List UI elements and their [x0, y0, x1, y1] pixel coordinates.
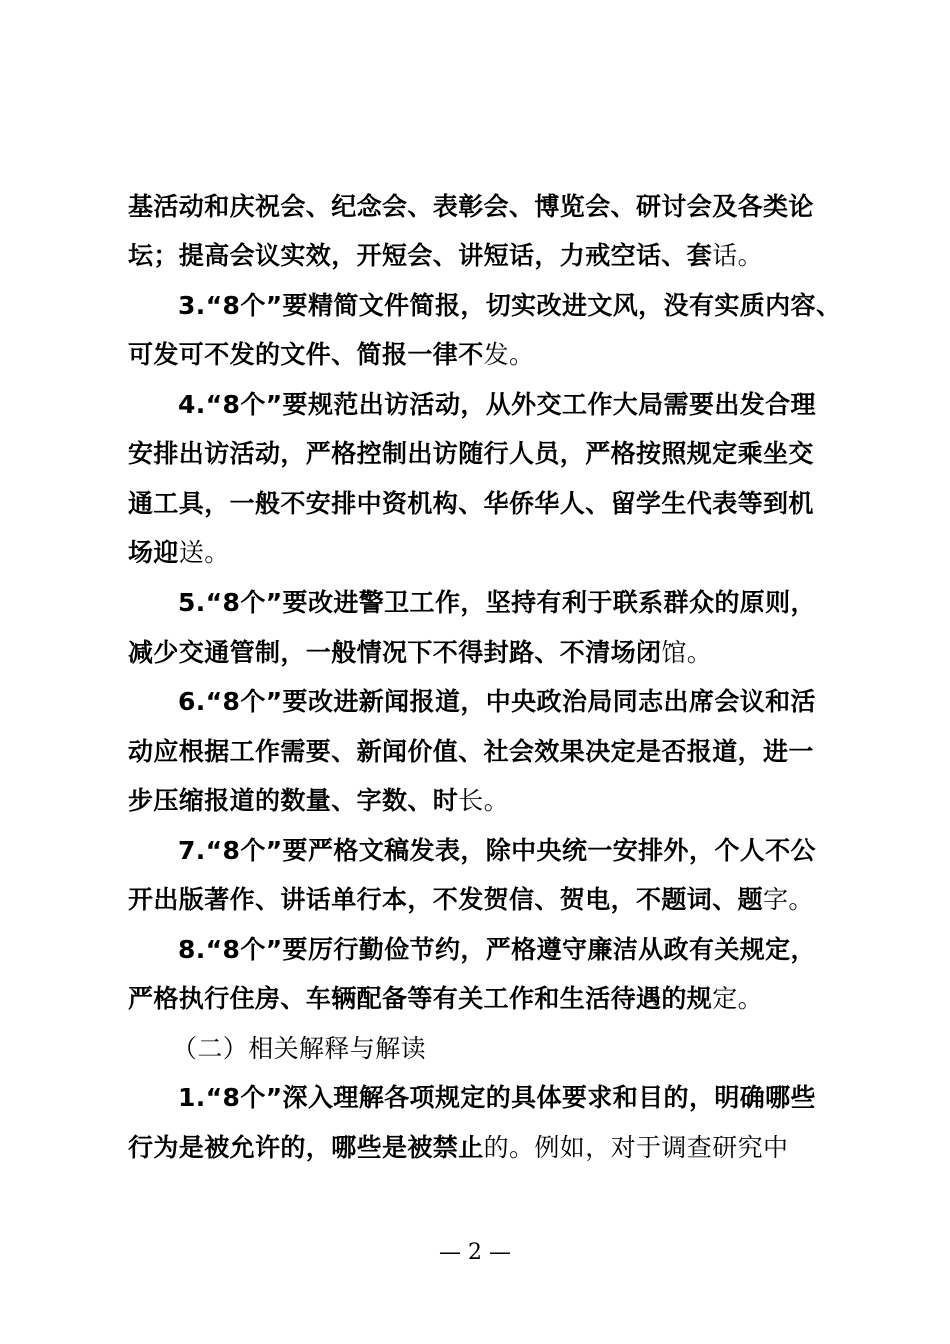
text-line: 可发可不发的文件、简报一律不发。	[128, 340, 535, 369]
text-line: 基活动和庆祝会、纪念会、表彰会、博览会、研讨会及各类论	[128, 192, 814, 221]
list-item-8: 8.“8个”要厉行勤俭节约，严格遵守廉洁从政有关规定，	[178, 935, 816, 964]
text-line: 开出版著作、讲话单行本，不发贺信、贺电，不题词、题字。	[128, 885, 814, 914]
text-line: 通工具，一般不安排中资机构、华侨华人、留学生代表等到机	[128, 489, 814, 518]
text-line: 行为是被允许的，哪些是被禁止的。例如，对于调查研究中	[128, 1133, 789, 1162]
text-line: 动应根据工作需要、新闻价值、社会效果决定是否报道，进一	[128, 737, 814, 766]
section-heading: （二）相关解释与解读	[172, 1034, 427, 1063]
text-line: 减少交通管制，一般情况下不得封路、不清场闭馆。	[128, 638, 713, 667]
text-line: 步压缩报道的数量、字数、时长。	[128, 786, 510, 815]
text-line: 坛；提高会议实效，开短会、讲短话，力戒空话、套话。	[128, 241, 764, 270]
text-line: 严格执行住房、车辆配备等有关工作和生活待遇的规定。	[128, 984, 764, 1013]
page-number: — 2 —	[439, 1240, 511, 1265]
list-item-6: 6.“8个”要改进新闻报道，中央政治局同志出席会议和活	[178, 687, 816, 716]
list-item-4: 4.“8个”要规范出访活动，从外交工作大局需要出发合理	[178, 390, 816, 419]
text-line: 场迎送。	[128, 538, 230, 567]
list-item-7: 7.“8个”要严格文稿发表，除中央统一安排外，个人不公	[178, 836, 816, 865]
text-line: 安排出访活动，严格控制出访随行人员，严格按照规定乘坐交	[128, 439, 814, 468]
list-item-5: 5.“8个”要改进警卫工作，坚持有利于联系群众的原则，	[178, 588, 816, 617]
list-item-1: 1.“8个”深入理解各项规定的具体要求和目的，明确哪些	[178, 1083, 816, 1112]
list-item-3: 3.“8个”要精简文件简报，切实改进文风，没有实质内容、	[178, 291, 842, 320]
